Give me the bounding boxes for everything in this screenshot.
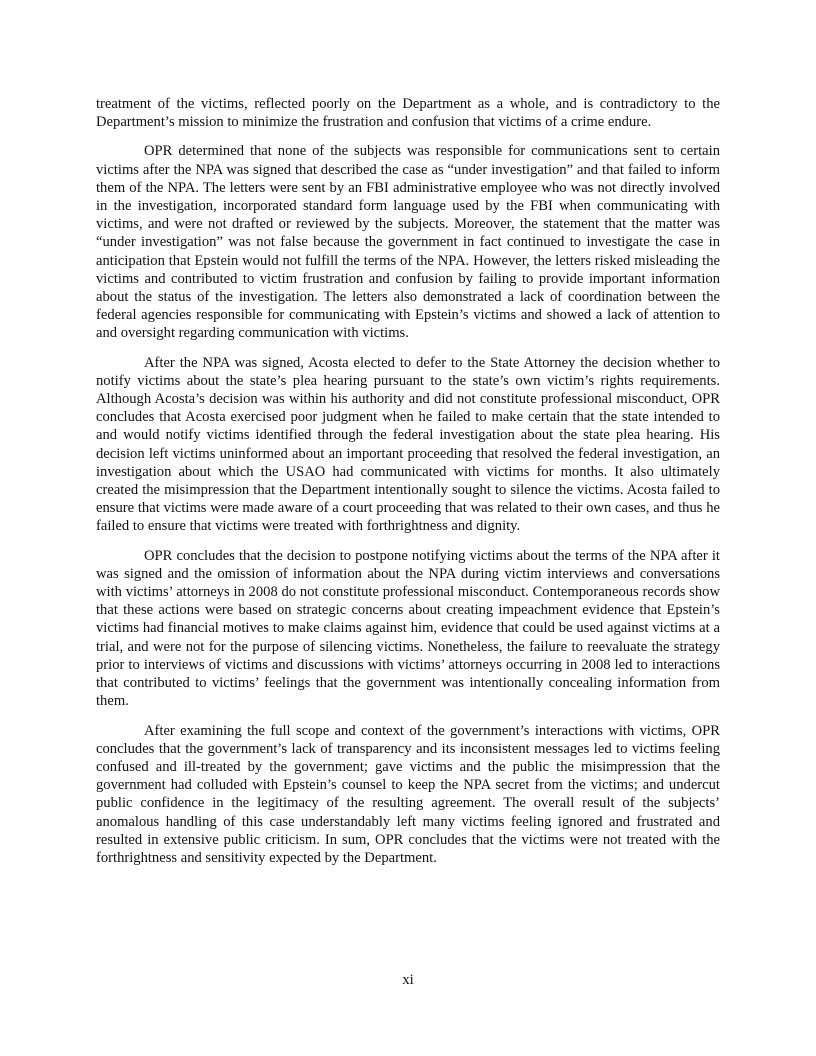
paragraph-postpone-notification: OPR concludes that the decision to postpone notifying victims about the terms of the NPA after it was signed and the omission of information about the NPA during victim interviews and conversations with victims’ attorneys in 2008 do not constitute professional misconduct. Contemporaneous records show that these actions were based on strategic concerns about creating impeachment evidence that Epstein’s victims had financial motives to make claims against him, evidence that could be used against victims at a trial, and were not for the purpose of silencing victims. Nonetheless, the failure to reevaluate the strategy prior to interviews of victims and discussions with victims’ attorneys occurring in 2008 led to interactions that contributed to victims’ feelings that the government was intentionally concealing information from them. xyxy=(96,547,720,710)
document-page xyxy=(96,95,720,878)
paragraph-overall-conclusion: After examining the full scope and context of the government’s interactions with victims, OPR concludes that the government’s lack of transparency and its inconsistent messages led to victims feeling confused and ill-treated by the government; gave victims and the public the misimpression that the government had colluded with Epstein’s counsel to keep the NPA secret from the victims; and undercut public confidence in the legitimacy of the resulting agreement. The overall result of the subjects’ anomalous handling of this case understandably left many victims feeling ignored and frustrated and resulted in extensive public criticism. In sum, OPR concludes that the victims were not treated with the forthrightness and sensitivity expected by the Department. xyxy=(96,722,720,866)
paragraph-state-plea-hearing: After the NPA was signed, Acosta elected to defer to the State Attorney the decision whether to notify victims about the state’s plea hearing pursuant to the state’s own victim’s rights requirements. Although Acosta’s decision was within his authority and did not constitute professional misconduct, OPR concludes that Acosta exercised poor judgment when he failed to make certain that the state intended to and would notify victims identified through the federal investigation about the state plea hearing. His decision left victims uninformed about an important proceeding that resolved the federal investigation, an investigation about which the USAO had communicated with victims for months. It also ultimately created the misimpression that the Department intentionally sought to silence the victims. Acosta failed to ensure that victims were made aware of a court proceeding that was related to their own cases, and thus he failed to ensure that victims were treated with forthrightness and dignity. xyxy=(96,354,720,535)
paragraph-continuation: treatment of the victims, reflected poorly on the Department as a whole, and is contradictory to the Department’s mission to minimize the frustration and confusion that victims of a crime endure. xyxy=(96,96,720,131)
page-number: xi xyxy=(402,972,414,988)
paragraph-fbi-letters: OPR determined that none of the subjects was responsible for communications sent to certain victims after the NPA was signed that described the case as “under investigation” and that failed to inform them of the NPA. The letters were sent by an FBI administrative employee who was not directly involved in the investigation, incorporated standard form language used by the FBI when communicating with victims, and were not drafted or reviewed by the subjects. Moreover, the statement that the matter was “under investigation” was not false because the government in fact continued to investigate the case in anticipation that Epstein would not fulfill the terms of the NPA. However, the letters risked misleading the victims and contributed to victim frustration and confusion by failing to provide important information about the status of the investigation. The letters also demonstrated a lack of coordination between the federal agencies responsible for communicating with Epstein’s victims and showed a lack of attention to and oversight regarding communication with victims. xyxy=(96,143,720,342)
